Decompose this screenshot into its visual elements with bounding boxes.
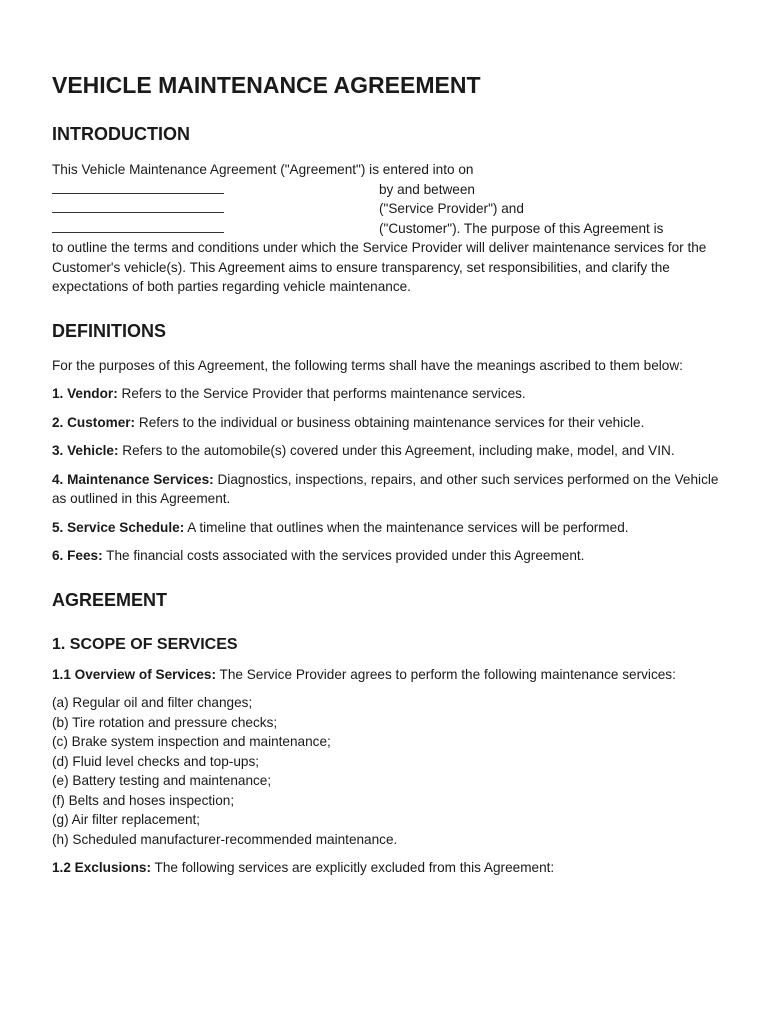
introduction-section	[52, 160, 722, 297]
blank-field-date[interactable]	[52, 181, 224, 194]
definition-term: 4. Maintenance Services:	[52, 471, 214, 487]
blank-field-service-provider[interactable]	[52, 200, 224, 213]
definition-item	[52, 470, 722, 509]
definition-item	[52, 546, 722, 566]
definition-item	[52, 518, 722, 538]
service-item: (h) Scheduled manufacturer-recommended maintenance.	[52, 831, 398, 847]
blank-row-1-text: by and between	[379, 181, 475, 197]
service-item: (b) Tire rotation and pressure checks;	[52, 714, 278, 730]
scope-overview-term: 1.1 Overview of Services:	[52, 666, 216, 682]
service-item: (f) Belts and hoses inspection;	[52, 792, 235, 808]
definition-text: Diagnostics, inspections, repairs, and other such services performed on the Vehicle as outlined in this Agreement.	[52, 471, 719, 506]
definition-text: The financial costs associated with the services provided under this Agreement.	[102, 548, 585, 563]
scope-exclusions-term: 1.2 Exclusions:	[52, 860, 151, 875]
definition-term: 6. Fees:	[52, 548, 103, 563]
intro-paragraph: to outline the terms and conditions under which the Service Provider will deliver maintenance services for the Customer's vehicle(s). This Agreement aims to ensure transparency, set responsibilities, and clarify the expectations of both parties regarding vehicle maintenance.	[52, 240, 707, 294]
service-item: (c) Brake system inspection and maintenance;	[52, 734, 331, 749]
blank-row-2-text: ("Service Provider") and	[379, 201, 524, 216]
introduction-heading: INTRODUCTION	[52, 124, 190, 144]
definition-item	[52, 441, 722, 461]
blank-row-3-text: ("Customer"). The purpose of this Agreement is	[379, 220, 664, 236]
blank-row-date	[52, 180, 722, 200]
blank-row-customer	[52, 219, 722, 239]
service-item: (d) Fluid level checks and top-ups;	[52, 753, 260, 769]
document-title: VEHICLE MAINTENANCE AGREEMENT	[52, 72, 481, 98]
definition-term: 1. Vendor:	[52, 386, 118, 401]
definition-text: Refers to the individual or business obtaining maintenance services for their vehicle.	[135, 414, 645, 430]
definition-term: 2. Customer:	[52, 414, 136, 430]
blank-field-customer[interactable]	[52, 220, 224, 233]
definition-term: 3. Vehicle:	[52, 443, 119, 458]
definitions-intro: For the purposes of this Agreement, the following terms shall have the meanings ascribed to them below:	[52, 357, 683, 373]
agreement-heading: AGREEMENT	[52, 589, 168, 610]
definition-text: Refers to the automobile(s) covered under this Agreement, including make, model, and VIN.	[118, 443, 675, 458]
scope-exclusions	[52, 858, 722, 878]
services-list	[52, 693, 722, 849]
blank-row-service-provider	[52, 199, 722, 219]
definitions-heading: DEFINITIONS	[52, 320, 167, 341]
scope-exclusions-text: The following services are explicitly excluded from this Agreement:	[150, 860, 555, 875]
definition-term: 5. Service Schedule:	[52, 519, 185, 535]
service-item: (g) Air filter replacement;	[52, 812, 201, 827]
service-item: (e) Battery testing and maintenance;	[52, 773, 272, 788]
definition-text: Refers to the Service Provider that performs maintenance services.	[117, 386, 526, 401]
scope-overview	[52, 665, 722, 685]
scope-heading: 1. SCOPE OF SERVICES	[52, 635, 238, 653]
service-item: (a) Regular oil and filter changes;	[52, 695, 253, 710]
definition-item	[52, 384, 722, 404]
definition-item	[52, 413, 722, 433]
intro-line-1: This Vehicle Maintenance Agreement ("Agreement") is entered into on	[52, 162, 474, 177]
definition-text: A timeline that outlines when the maintenance services will be performed.	[184, 519, 629, 535]
scope-overview-text: The Service Provider agrees to perform the following maintenance services:	[215, 666, 676, 682]
document-page	[52, 70, 722, 878]
definitions-list	[52, 384, 722, 566]
